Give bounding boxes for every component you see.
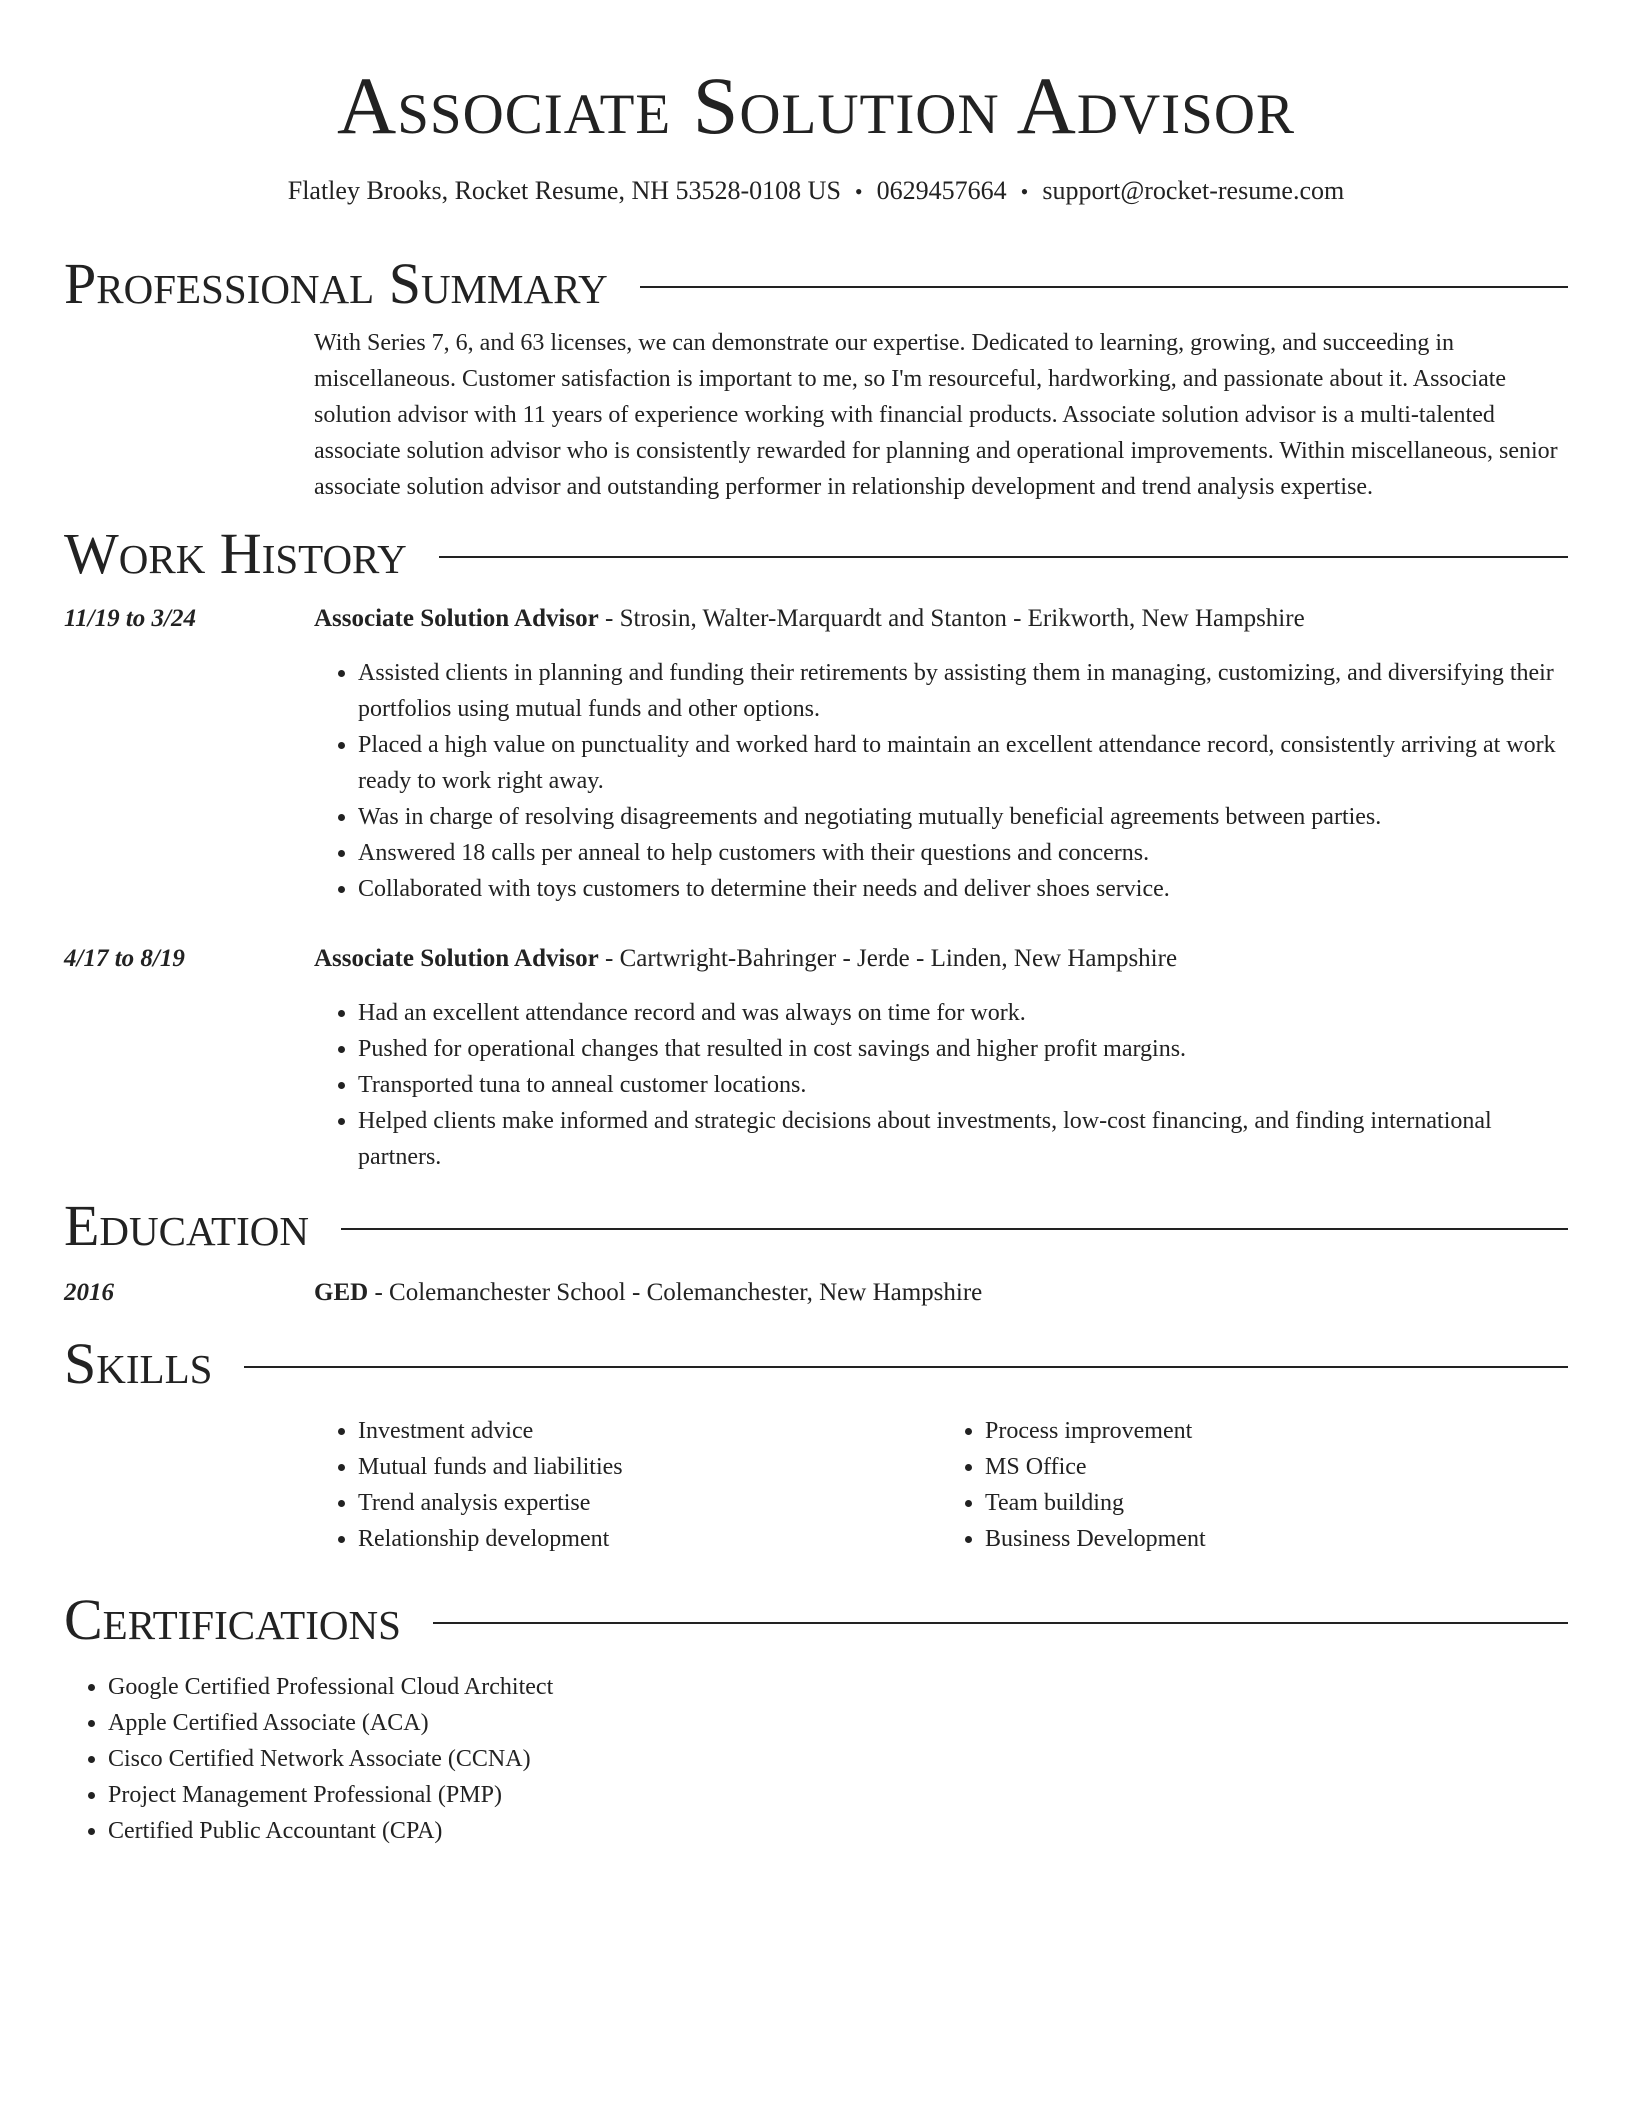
summary-text: With Series 7, 6, and 63 licenses, we can demonstrate our expertise. Dedicated to learning, growing, and succeeding in miscellaneous. Customer satisfaction is important to me, so I'm resourceful, hardworking, and passionate about it. Associate solution advisor with 11 years of experience working with financial products. Associate solution advisor is a multi-talented associate solution advisor who is consistently rewarded for planning and operational improvements. Within miscellaneous, senior associate solution advisor and outstanding performer in relationship development and trend analysis expertise. xyxy=(314,330,1558,500)
certification-item: • Apple Certified Associate (ACA) xyxy=(108,1705,1568,1741)
certification-item: • Project Management Professional (PMP) xyxy=(108,1777,1568,1813)
list-item: • Helped clients make informed and strategic decisions about investments, low-cost financing, and finding international partners. xyxy=(358,1103,1568,1175)
section-title: Education xyxy=(64,1193,309,1258)
section-title: Skills xyxy=(64,1331,213,1396)
education-headline xyxy=(314,1275,1568,1311)
section-header-education xyxy=(64,1191,1568,1261)
skill-item: • Team building xyxy=(985,1485,1568,1521)
education-entry xyxy=(64,1275,1568,1311)
section-title: Professional Summary xyxy=(64,251,608,316)
skill-item: • Process improvement xyxy=(985,1413,1568,1449)
section-rule xyxy=(640,286,1568,288)
resume-title: Associate Solution Advisor xyxy=(336,60,1296,151)
work-dates: 4/17 to 8/19 xyxy=(64,945,185,972)
section-rule xyxy=(439,556,1568,558)
list-item: • Answered 18 calls per anneal to help customers with their questions and concerns. xyxy=(358,835,1568,871)
skills-column-right xyxy=(941,1413,1568,1557)
contact-line xyxy=(64,174,1568,209)
section-header-summary xyxy=(64,249,1568,319)
list-item: • Pushed for operational changes that resulted in cost savings and higher profit margins. xyxy=(358,1031,1568,1067)
work-title: Associate Solution Advisor xyxy=(314,945,599,972)
list-item: • Collaborated with toys customers to determine their needs and deliver shoes service. xyxy=(358,871,1568,907)
contact-separator: • xyxy=(1020,179,1029,204)
list-item: • Transported tuna to anneal customer locations. xyxy=(358,1067,1568,1103)
list-item: • Had an excellent attendance record and was always on time for work. xyxy=(358,995,1568,1031)
work-company: - Strosin, Walter-Marquardt and Stanton - Erikworth, New Hampshire xyxy=(598,605,1305,632)
section-header-work xyxy=(64,519,1568,589)
work-bullets xyxy=(314,995,1568,1175)
section-title: Certifications xyxy=(64,1587,401,1652)
work-entry xyxy=(64,941,1568,1175)
contact-email[interactable]: support@rocket-resume.com xyxy=(1042,176,1345,205)
contact-separator: • xyxy=(854,179,863,204)
contact-address: Flatley Brooks, Rocket Resume, NH 53528-0108 US xyxy=(287,176,841,205)
section-header-certifications xyxy=(64,1585,1568,1655)
certifications-list xyxy=(64,1669,1568,1849)
list-item: • Placed a high value on punctuality and worked hard to maintain an excellent attendance record, consistently arriving at work ready to work right away. xyxy=(358,727,1568,799)
education-year: 2016 xyxy=(64,1279,114,1306)
work-company: - Cartwright-Bahringer - Jerde - Linden, New Hampshire xyxy=(598,945,1178,972)
skill-item: • Trend analysis expertise xyxy=(358,1485,941,1521)
resume-page xyxy=(64,0,1568,1849)
skill-item: • Business Development xyxy=(985,1521,1568,1557)
work-headline xyxy=(314,941,1568,977)
skill-item: • Relationship development xyxy=(358,1521,941,1557)
certification-item: • Google Certified Professional Cloud Architect xyxy=(108,1669,1568,1705)
skills-grid xyxy=(314,1413,1568,1557)
work-entry xyxy=(64,601,1568,907)
skill-item: • Mutual funds and liabilities xyxy=(358,1449,941,1485)
work-dates: 11/19 to 3/24 xyxy=(64,605,196,632)
section-rule xyxy=(341,1228,1568,1230)
list-item: • Assisted clients in planning and funding their retirements by assisting them in managing, customizing, and diversifying their portfolios using mutual funds and other options. xyxy=(358,655,1568,727)
work-headline xyxy=(314,601,1568,637)
section-title: Work History xyxy=(64,521,407,586)
certification-item: • Cisco Certified Network Associate (CCNA) xyxy=(108,1741,1568,1777)
work-title: Associate Solution Advisor xyxy=(314,605,599,632)
list-item: • Was in charge of resolving disagreements and negotiating mutually beneficial agreements between parties. xyxy=(358,799,1568,835)
section-rule xyxy=(433,1622,1568,1624)
education-degree: GED xyxy=(314,1279,369,1306)
section-header-skills xyxy=(64,1329,1568,1399)
contact-phone: 0629457664 xyxy=(876,176,1007,205)
education-school: - Colemanchester School - Colemanchester, New Hampshire xyxy=(368,1279,983,1306)
skills-column-left xyxy=(314,1413,941,1557)
certification-item: • Certified Public Accountant (CPA) xyxy=(108,1813,1568,1849)
section-rule xyxy=(244,1366,1568,1368)
skill-item: • Investment advice xyxy=(358,1413,941,1449)
work-bullets xyxy=(314,655,1568,907)
skill-item: • MS Office xyxy=(985,1449,1568,1485)
